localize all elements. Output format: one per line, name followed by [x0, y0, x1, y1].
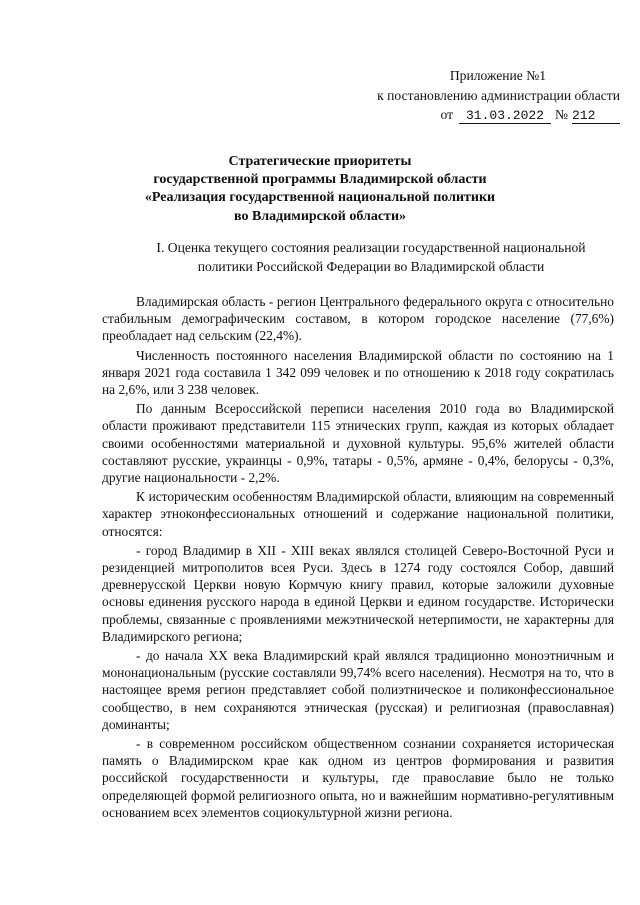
date-number-line: [330, 105, 620, 125]
paragraph-6: - до начала XX века Владимирский край являлся традиционно моноэтничным и мононациональным (русские составляли 99,74% всего населения). Несмотря на то, что в настоящее время регион представляет собой полиэтническое и поликонфессиональное сообщество, в нем сохраняются этническая (русская) и религиозная (православная) доминанты;: [102, 648, 614, 732]
document-title: [110, 153, 530, 226]
title-line-4: во Владимирской области»: [233, 208, 407, 224]
resolution-date: 31.03.2022: [459, 108, 551, 124]
paragraph-4: К историческим особенностям Владимирской области, влияющим на современный характер этноконфессиональных отношений и содержание национальной политики, относятся:: [102, 489, 614, 539]
resolution-line: к постановлению администрации области: [377, 87, 620, 103]
section-heading-line-1: I. Оценка текущего состояния реализации государственной национальной: [156, 240, 586, 255]
number-prefix: №: [555, 107, 568, 122]
paragraph-1: Владимирская область - регион Центрального федерального округа с относительно стабильным демографическим составом, в котором городское население (77,6%) преобладает над сельским (22,4%).: [102, 294, 614, 344]
section-heading-line-2: политики Российской Федерации во Владимирской области: [197, 259, 545, 274]
paragraph-5: - город Владимир в XII - XIII веках являлся столицей Северо-Восточной Руси и резиденцией митрополитов всея Руси. Здесь в 1274 году состоялся Собор, давший древнерусской Церкви новую Кормчую книгу правил, которые заложили духовные основы единения русского народа в единой Церкви и едином государстве. Исторически проблемы, связанные с проявлениями межэтнической нетерпимости, не характерны для Владимирского региона;: [102, 542, 614, 644]
title-line-1: Стратегические приоритеты: [228, 154, 412, 169]
body-text: [102, 293, 614, 821]
paragraph-3: По данным Всероссийской переписи населения 2010 года во Владимирской области проживают представители 115 этнических групп, каждая из которых обладает своими особенностями материальной и духовной культуры. 95,6% жителей области составляют русские, украинцы - 0,9%, татары - 0,5%, армяне - 0,4%, белорусы - 0,3%, другие национальности - 2,2%.: [102, 401, 614, 486]
appendix-header: [330, 66, 620, 125]
paragraph-7: - в современном российском общественном сознании сохраняется историческая память о Владимирском крае как одном из центров формирования и развития российской государственности и культуры, где православие было не только определяющей формой религиозного опыта, но и важнейшим нормативно-регулятивным основанием всех элементов социокультурной жизни региона.: [102, 736, 614, 820]
title-line-3: «Реализация государственной национальной политики: [144, 190, 496, 206]
resolution-number: 212: [572, 108, 620, 124]
appendix-label: Приложение №1: [449, 68, 546, 83]
title-line-2: государственной программы Владимирской области: [153, 172, 487, 188]
from-prefix: от: [440, 107, 454, 122]
paragraph-2: Численность постоянного населения Владимирской области по состоянию на 1 января 2021 года составила 1 342 099 человек и по отношению к 2018 году сократилась на 2,6%, или 3 238 человек.: [102, 347, 614, 398]
section-heading: [122, 238, 620, 276]
